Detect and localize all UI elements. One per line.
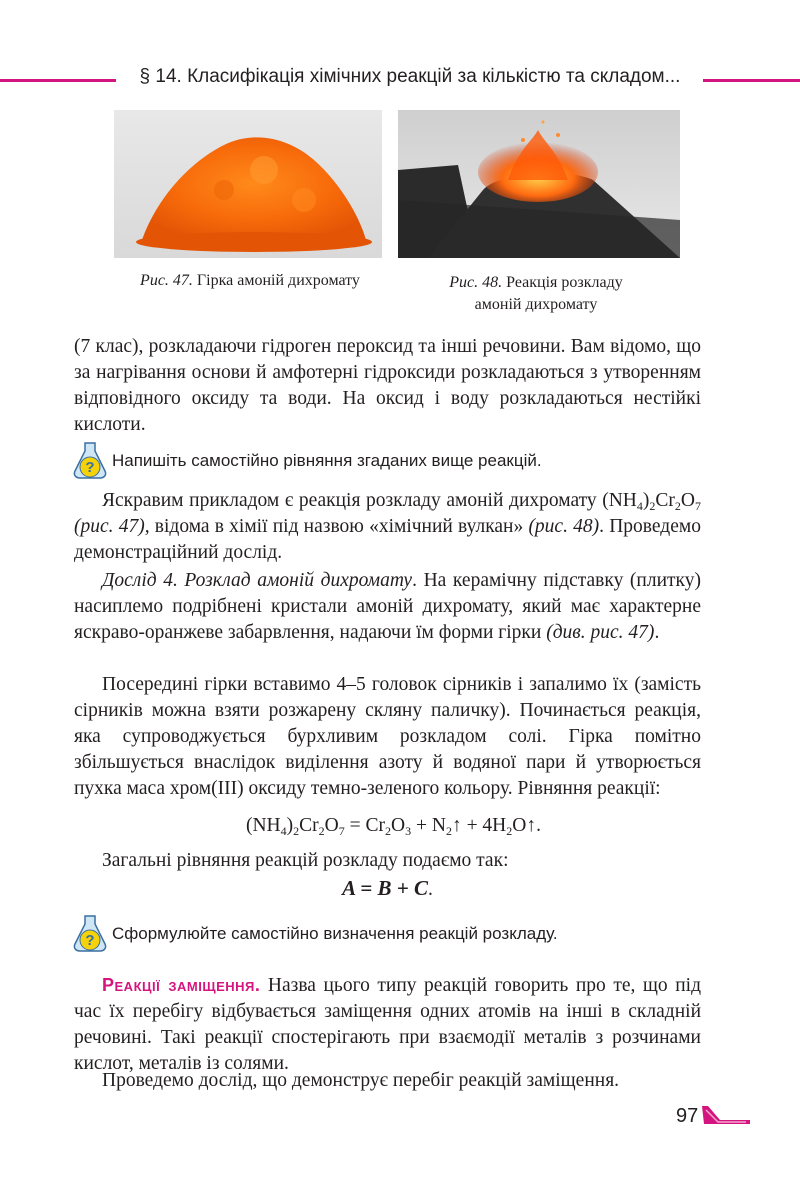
general-formula: A = B + C. [342, 876, 433, 900]
page-number: 97 [676, 1105, 699, 1127]
figure-48-photo [398, 110, 680, 258]
task-2-text: Сформулюйте самостійно визначення реакцій розкладу. [112, 924, 558, 943]
figure-47-photo [114, 110, 382, 258]
paragraph-6: Реакції заміщення. Назва цього типу реакцій говорить про те, що під час їх перебігу відбувається заміщення одних атомів на інші в складній речовині. Такі реакції спостерігають при взаємодії металів з розчинами кислот, металів із солями. [74, 975, 701, 1074]
question-flask-icon [72, 441, 108, 479]
svg-text:?: ? [85, 932, 95, 949]
header-rule-right [703, 79, 800, 82]
paragraph-2: Яскравим прикладом є реакція розкладу амоній дихромату $(NH_4)_2Cr_2O_7$ (рис. 47), відома в хімії під назвою «хімічний вулкан» (рис. 48). Проведемо демонстраційний дослід. [74, 490, 701, 563]
paragraph-1: (7 клас), розкладаючи гідроген пероксид та інші речовини. Вам відомо, що за нагрівання основи й амфотерні гідроксиди розкладаються з утворенням відповідного оксиду та води. На оксид і воду розкладаються нестійкі кислоти. [74, 336, 701, 435]
svg-text:?: ? [85, 459, 95, 476]
paragraph-4: Посередині гірки вставимо 4–5 головок сірників і запалимо їх (замість сірників можна взяти розжарену скляну паличку). Починається реакція, яка супроводжується бурхливим розкладом солі. Гірка помітно збільшується внаслідок виділення азоту й водяної пари й утворюється пухка маса хром(III) оксиду темно-зеленого кольору. Рівняння реакції: [74, 674, 701, 799]
task-1 [72, 441, 542, 481]
running-header: § 14. Класифікація хімічних реакцій за кількістю та складом... [139, 66, 681, 87]
paragraph-7: Проведемо дослід, що демонструє перебіг реакцій заміщення. [102, 1070, 620, 1091]
paragraph-5: Загальні рівняння реакцій розкладу подаємо так: [102, 850, 509, 871]
term-substitution-reactions: Реакції заміщення. [102, 975, 261, 995]
question-flask-icon [72, 914, 108, 952]
page-corner-mark [700, 1104, 752, 1126]
reaction-equation: $(NH_4)_2Cr_2O_7 = Cr_2O_3$ + $N_2↑$ + $4H_2O↑$. [245, 815, 541, 838]
task-2 [72, 914, 558, 954]
figure-48-caption: Рис. 48. Реакція розкладу амоній дихромату [449, 274, 623, 313]
paragraph-3: Дослід 4. Розклад амоній дихромату. На керамічну підставку (плитку) насиплемо подрібнені кристали амоній дихромату, який має характерне яскраво-оранжеве забарвлення, надаючи їм форми гірки (див. рис. 47). [74, 570, 701, 643]
task-1-text: Напишіть самостійно рівняння згаданих вище реакцій. [112, 451, 542, 470]
figure-47-caption: Рис. 47. Гірка амоній дихромату [140, 272, 360, 289]
header-rule-left [0, 79, 116, 82]
